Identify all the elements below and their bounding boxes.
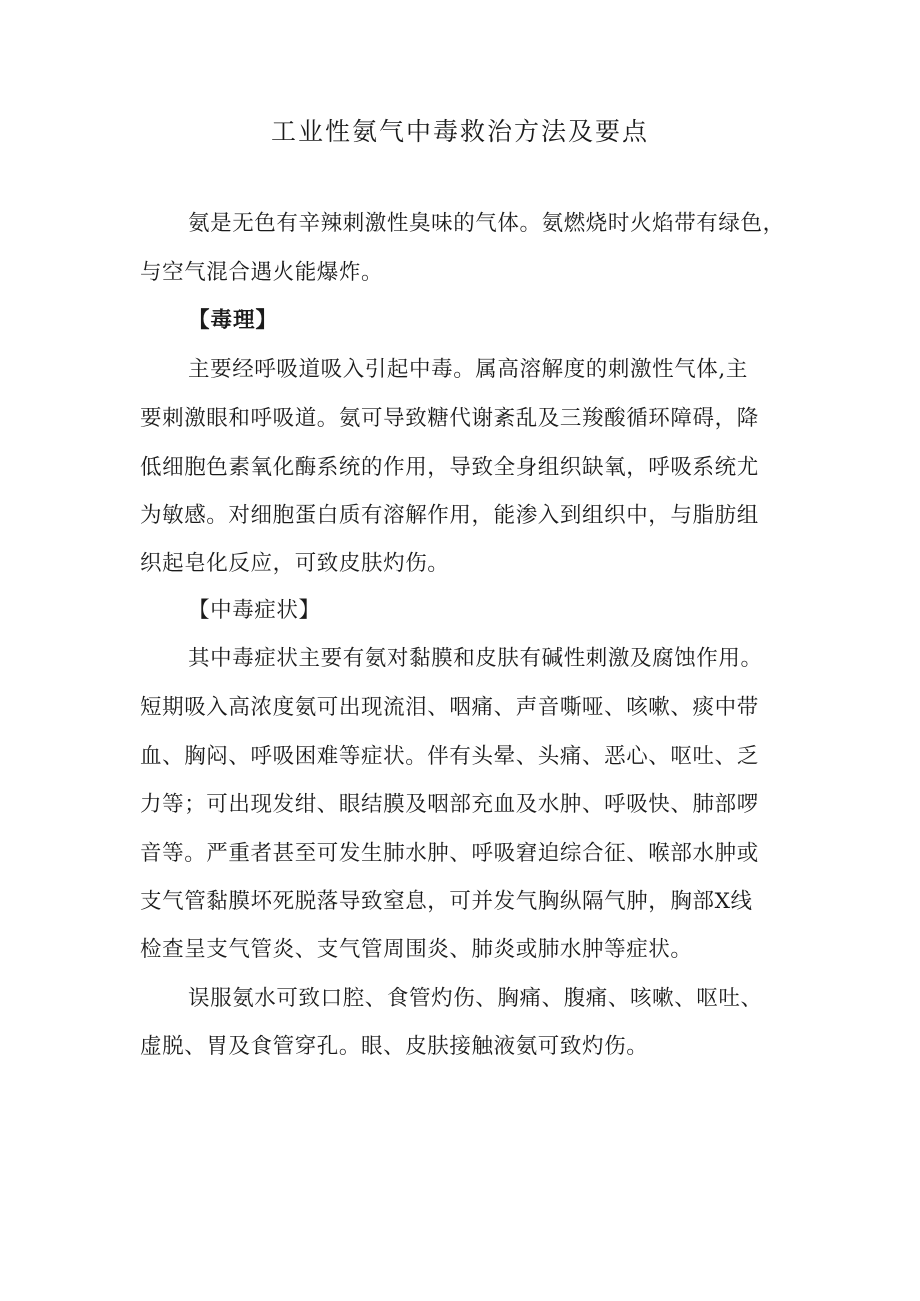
symptoms-line-4: 力等；可出现发绀、眼结膜及咽部充血及水肿、呼吸快、肺部啰 — [140, 792, 759, 817]
toxicology-line-2: 要刺激眼和呼吸道。氨可导致糖代谢紊乱及三羧酸循环障碍，降 — [140, 406, 759, 431]
toxicology-line-4: 为敏感。对细胞蛋白质有溶解作用，能渗入到组织中，与脂肪组 — [140, 503, 759, 528]
toxicology-line-1: 主要经呼吸道吸入引起中毒。属高溶解度的刺激性气体,主 — [188, 357, 748, 382]
symptoms-line-5: 音等。严重者甚至可发生肺水肿、呼吸窘迫综合征、喉部水肿或 — [140, 841, 759, 866]
symptoms-line-2: 短期吸入高浓度氨可出现流泪、咽痛、声音嘶哑、咳嗽、痰中带 — [140, 695, 759, 720]
toxicology-line-5: 织起皂化反应，可致皮肤灼伤。 — [140, 551, 450, 576]
toxicology-heading: 【毒理】 — [188, 308, 279, 333]
ingestion-line-2: 虚脱、胃及食管穿孔。眼、皮肤接触液氨可致灼伤。 — [140, 1034, 649, 1059]
intro-line-2: 与空气混合遇火能爆炸。 — [140, 260, 384, 285]
document-title: 工业性氨气中毒救治方法及要点 — [270, 117, 649, 146]
symptoms-line-1: 其中毒症状主要有氨对黏膜和皮肤有碱性刺激及腐蚀作用。 — [188, 646, 763, 671]
symptoms-line-6: 支气管黏膜坏死脱落导致窒息，可并发气胸纵隔气肿，胸部X线 — [140, 889, 753, 914]
toxicology-line-3: 低细胞色素氧化酶系统的作用，导致全身组织缺氧，呼吸系统尤 — [140, 455, 759, 480]
symptoms-heading: 【中毒症状】 — [188, 598, 321, 623]
ingestion-line-1: 误服氨水可致口腔、食管灼伤、胸痛、腹痛、咳嗽、呕吐、 — [188, 986, 763, 1011]
symptoms-line-3: 血、胸闷、呼吸困难等症状。伴有头晕、头痛、恶心、呕吐、乏 — [140, 744, 759, 769]
intro-line-1: 氨是无色有辛辣刺激性臭味的气体。氨燃烧时火焰带有绿色， — [188, 211, 785, 236]
symptoms-line-7: 检查呈支气管炎、支气管周围炎、肺炎或肺水肿等症状。 — [140, 937, 693, 962]
